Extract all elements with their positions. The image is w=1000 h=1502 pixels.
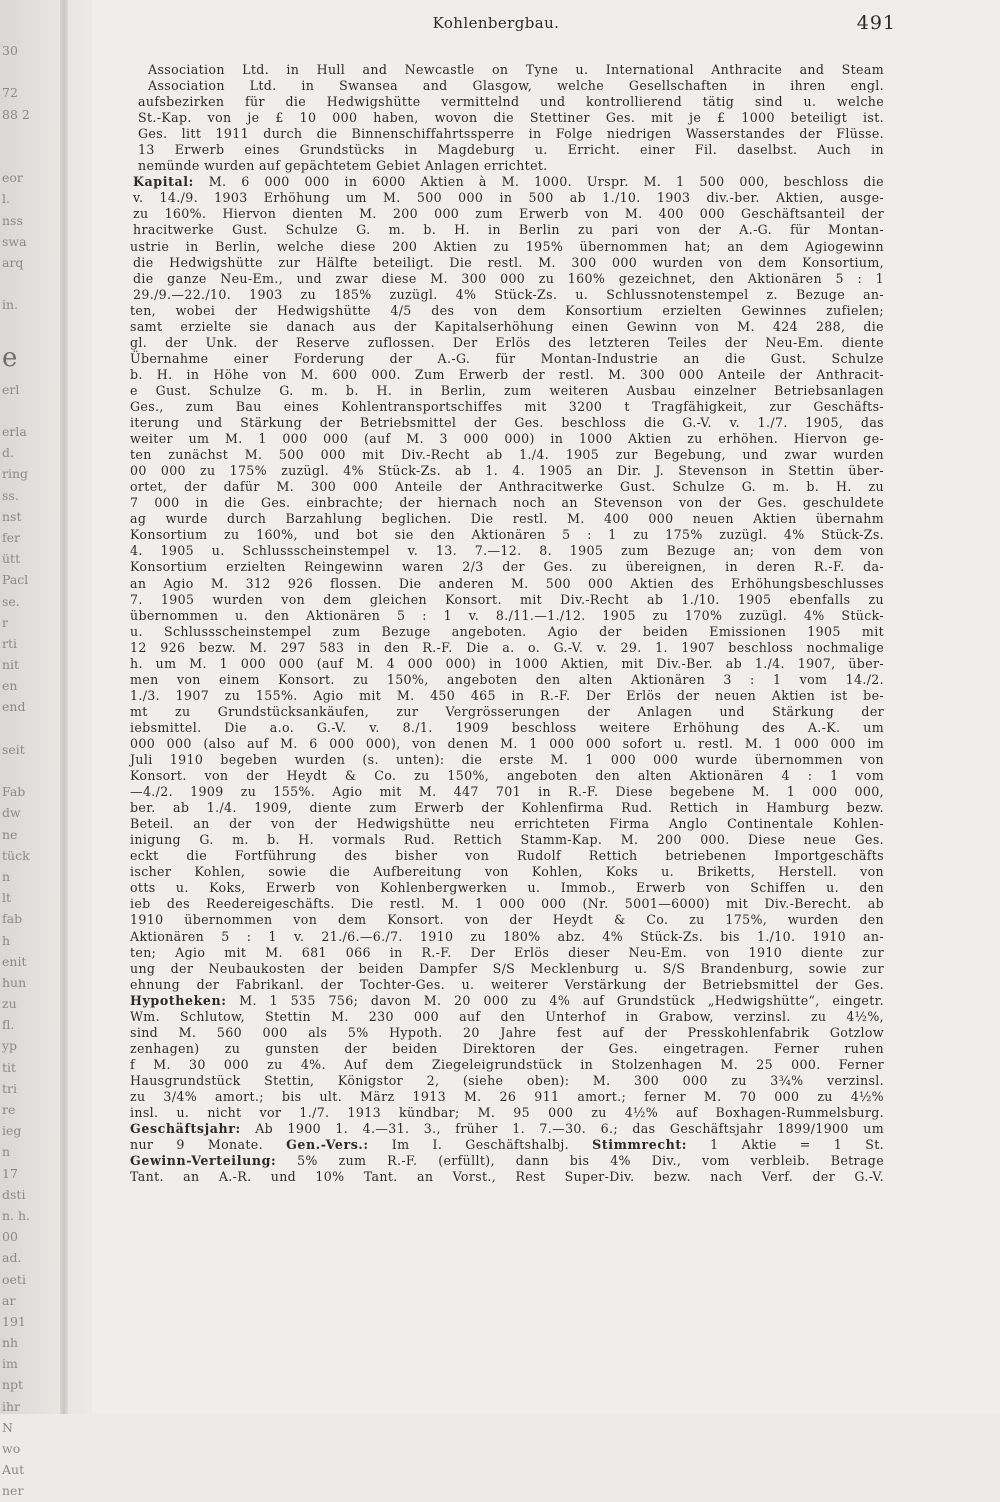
- facing-page-line: wo: [2, 1441, 21, 1456]
- facing-page-line: n. h.: [2, 1207, 31, 1223]
- facing-page-line: en: [2, 678, 18, 694]
- text-line: insl. u. nicht vor 1./7. 1913 kündbar; M. 95 000 zu 4½% auf Boxhagen-Rummelsburg.: [130, 1105, 884, 1121]
- text-line: Hypotheken: M. 1 535 756; davon M. 20 000 zu 4% auf Grundstück „Hedwigshütte“, eingetr.: [130, 992, 884, 1008]
- facing-page-line: zu: [2, 996, 17, 1012]
- facing-page-line: 191: [2, 1313, 26, 1329]
- text-line: iterung und Stärkung der Betriebsmittel der Ges. beschloss die G.-V. v. 1./7. 1905, das: [130, 415, 884, 431]
- text-line: Ges., zum Bau eines Kohlentransportschiffes mit 3200 t Tragfähigkeit, zur Geschäfts-: [130, 398, 884, 414]
- facing-page-line: N: [2, 1419, 13, 1435]
- text-line: ieb des Reedereigeschäfts. Die restl. M. 1 000 000 (Nr. 5001—6000) mit Div.-Berecht. ab: [130, 896, 884, 912]
- facing-page-line: erl: [2, 381, 20, 397]
- text-line: v. 14./9. 1903 Erhöhung um M. 500 000 in 500 ab 1./10. 1903 div.-ber. Aktien, ausge-: [133, 190, 884, 206]
- facing-page-line: hun: [2, 974, 27, 990]
- facing-page-line: [2, 273, 60, 294]
- text-line: die ganze Neu-Em., und zwar diese M. 300 000 zu 160% gezeichnet, den Aktionären 5 : 1: [133, 270, 884, 286]
- text-line: Beteil. an der von der Hedwigshütte neu errichteten Firma Anglo Continentale Kohlen-: [130, 816, 884, 832]
- section-heading: Hypotheken:: [130, 992, 227, 1008]
- facing-page-line: lt: [2, 890, 12, 906]
- text-line: zu 3/4% amort.; bis ult. März 1913 M. 26 911 amort.; ferner M. 70 000 zu 4½%: [130, 1089, 884, 1104]
- facing-page-line: 88 2: [2, 106, 30, 122]
- page-number: 491: [856, 12, 896, 34]
- facing-page-line: se.: [2, 593, 20, 609]
- facing-page-line: Fab: [2, 784, 26, 800]
- facing-page-line: [2, 146, 60, 167]
- facing-page-line: ar: [2, 1292, 16, 1308]
- text-line: Tant. an A.-R. und 10% Tant. an Vorst., Rest Super-Div. bezw. nach Verf. der G.-V.: [130, 1169, 884, 1185]
- book-spine-shadow: [60, 0, 68, 1414]
- text-line: ehnung der Fabrikanl. der Tochter-Ges. u. weiterer Verstärkung der Betriebsmittel der Ges.: [130, 976, 884, 992]
- text-line: sind M. 560 000 als 5% Hypoth. 20 Jahre fest auf der Presskohlenfabrik Gotzlow: [130, 1024, 884, 1040]
- facing-page-line: arq: [2, 254, 24, 270]
- text-line: Konsortium erzielten Reingewinn waren 2/3 der Ges. zu übereignen, in deren R.-F. da-: [130, 559, 884, 575]
- text-line: Übernahme einer Forderung der A.-G. für Montan-Industrie an die Gust. Schulze: [130, 350, 884, 366]
- facing-page-line: 72: [2, 85, 18, 101]
- facing-page-line: eor: [2, 170, 23, 186]
- text-line: 1./3. 1907 zu 155%. Agio mit M. 450 465 in R.-F. Der Erlös der neuen Aktien ist be-: [130, 687, 884, 703]
- facing-page-line: [2, 718, 60, 739]
- text-line: b. H. in Höhe von M. 600 000. Zum Erwerb der restl. M. 300 000 Anteile der Anthracit-: [130, 366, 884, 382]
- facing-page-line: n: [2, 1144, 11, 1160]
- facing-page-line: dw: [2, 805, 21, 821]
- facing-page-line: ütt: [2, 551, 21, 567]
- text-line: mt zu Grundstücksankäufen, zur Vergrösserungen der Anlagen und Stärkung der: [130, 703, 884, 719]
- text-line: ung der Neubaukosten der beiden Dampfer S/S Mecklenburg u. S/S Brandenburg, sowie zur: [130, 960, 884, 976]
- text-line: otts u. Koks, Erwerb von Kohlenbergwerken u. Immob., Erwerb von Schiffen u. den: [130, 880, 884, 896]
- text-line: 13 Erwerb eines Grundstücks in Magdeburg u. Erricht. einer Fil. daselbst. Auch in: [138, 142, 884, 158]
- section-heading: Stimmrecht:: [592, 1137, 688, 1153]
- text-line: nur 9 Monate. Gen.-Vers.: Im I. Geschäftshalbj. Stimmrecht: 1 Aktie = 1 St.: [130, 1137, 884, 1153]
- text-line: Juli 1910 begeben wurden (s. unten): die erste M. 1 000 000 wurde übernommen von: [130, 752, 884, 768]
- facing-page-line: erla: [2, 424, 27, 439]
- facing-page-line: ad.: [2, 1250, 22, 1266]
- text-line: 7 000 in die Ges. einbrachte; der hiernach noch an Stevenson von der Ges. geschuldete: [130, 495, 884, 511]
- text-line: Kapital: M. 6 000 000 in 6000 Aktien à M. 1000. Urspr. M. 1 500 000, beschloss die: [133, 174, 884, 190]
- text-line: aufsbezirken für die Hedwigshütte vermittelnd und kontrollierend tätig sind u. welche: [138, 94, 884, 110]
- text-line: zenhagen) zu gunsten der beiden Direktoren der Ges. eingetragen. Ferner ruhen: [130, 1040, 884, 1056]
- text-line: ischer Kohlen, sowie die Aufbereitung von Kohlen, Koks u. Briketts, Herstell. von: [130, 864, 884, 880]
- text-line: 4. 1905 u. Schlussscheinstempel v. 13. 7.—12. 8. 1905 zum Bezuge an; von dem von: [130, 543, 884, 559]
- facing-page-line: ieg: [2, 1123, 22, 1139]
- facing-page-line: h: [2, 932, 11, 948]
- facing-page-line: [2, 61, 60, 82]
- text-line: gl. der Unk. der Reserve zuflossen. Der Erlös des letzteren Teiles der Neu-Em. diente: [130, 334, 884, 350]
- text-line: Geschäftsjahr: Ab 1900 1. 4.—31. 3., früher 1. 7.—30. 6.; das Geschäftsjahr 1899/1900 um: [130, 1121, 884, 1137]
- text-line: Association Ltd. in Swansea and Glasgow, welche Gesellschaften in ihren engl.: [148, 78, 884, 94]
- facing-page-line: fl.: [2, 1017, 15, 1033]
- facing-page-line: [2, 400, 60, 421]
- facing-page-line: npt: [2, 1377, 24, 1393]
- text-line: samt erzielte sie danach aus der Kapitalserhöhung einen Gewinn von M. 424 288, die: [130, 318, 884, 334]
- text-line: St.-Kap. von je £ 10 000 haben, wovon die Stettiner Ges. mit je £ 1000 beteiligt ist.: [138, 110, 884, 126]
- text-line: Gewinn-Verteilung: 5% zum R.-F. (erfüllt), dann bis 4% Div., vom verbleib. Betrage: [130, 1153, 884, 1169]
- text-line: Konsortium zu 160%, und bot sie den Aktionären 5 : 1 zu 175% zuzügl. 4% Stück-Zs.: [130, 527, 884, 543]
- facing-page-line: tück: [2, 847, 30, 863]
- facing-page-line: ss.: [2, 487, 19, 503]
- left-page-margin: [0, 0, 92, 1499]
- text-line: u. Schlussscheinstempel zum Bezuge angeboten. Agio der beiden Emissionen 1905 mit: [130, 623, 884, 639]
- facing-page-line: fab: [2, 911, 23, 927]
- text-line: —4./2. 1909 zu 155%. Agio mit M. 447 701 in R.-F. Diese begebene M. 1 000 000,: [130, 784, 884, 800]
- text-line: zu 160%. Hiervon dienten M. 200 000 zum Erwerb von M. 400 000 Geschäftsanteil der: [133, 206, 884, 222]
- facing-page-line: [2, 760, 60, 781]
- text-line: iebsmittel. Die a.o. G.-V. v. 8./1. 1909 beschloss weitere Erhöhung des A.-K. um: [130, 719, 884, 735]
- text-line: Konsort. von der Heydt & Co. zu 150%, angeboten den alten Aktionären 4 : 1 vom: [130, 768, 884, 784]
- facing-page-line: r: [2, 614, 8, 630]
- facing-page-line: 30: [2, 43, 18, 58]
- section-heading: Geschäftsjahr:: [130, 1121, 241, 1137]
- text-line: f M. 30 000 zu 4%. Auf dem Ziegeleigrundstück in Stolzenhagen M. 25 000. Ferner: [130, 1056, 884, 1072]
- text-line: ustrie in Berlin, welche diese 200 Aktien zu 195% übernommen hat; an dem Agiogewinn: [130, 238, 884, 254]
- text-line: 1910 übernommen von dem Konsort. von der Heydt & Co. zu 175%, wurden den: [130, 912, 884, 928]
- article-body: [118, 62, 884, 1185]
- facing-page-line: tri: [2, 1080, 17, 1096]
- text-line: h. um M. 1 000 000 (auf M. 4 000 000) in 1000 Aktien, mit Div.-Ber. ab 1./4. 1907, über-: [130, 655, 884, 671]
- text-line: ber. ab 1./4. 1909, diente zum Erwerb der Kohlenfirma Rud. Rettich in Hamburg bezw.: [130, 800, 884, 816]
- facing-page-line: dsti: [2, 1186, 26, 1202]
- text-line: an Agio M. 312 926 flossen. Die anderen M. 500 000 Aktien des Erhöhungsbeschlusses: [130, 575, 884, 591]
- text-line: weiter um M. 1 000 000 (auf M. 3 000 000) in 1000 Aktien zu erhöhen. Hiervon ge-: [130, 431, 884, 447]
- facing-page-line: oeti: [2, 1271, 26, 1287]
- facing-page-line: l.: [2, 191, 10, 207]
- facing-page-line: fer: [2, 529, 20, 545]
- facing-page-fragment: [2, 40, 60, 1502]
- text-line: Ges. litt 1911 durch die Binnenschiffahrtssperre in Folge niedrigen Wasserstandes der Flüsse.: [138, 126, 884, 142]
- running-title: Kohlenbergbau.: [432, 14, 560, 32]
- text-line: eckt die Fortführung des bisher von Rudolf Rettich betriebenen Importgeschäfts: [130, 848, 884, 864]
- facing-page-line: Pacl: [2, 572, 29, 588]
- text-line: men von einem Konsort. zu 150%, angeboten den alten Aktionären 3 : 1 vom 14./2.: [130, 671, 884, 687]
- text-line: 29./9.—22./10. 1903 zu 185% zuzügl. 4% Stück-Zs. u. Schlussnotenstempel z. Bezuge an-: [133, 286, 884, 302]
- text-line: 00 000 zu 175% zuzügl. 4% Stück-Zs. ab 1. 4. 1905 an Dir. J. Stevenson in Stettin über-: [130, 463, 884, 479]
- facing-page-line: swa: [2, 233, 27, 249]
- facing-page-line: nit: [2, 657, 20, 673]
- facing-page-line: ne: [2, 826, 18, 842]
- facing-page-line: yp: [2, 1038, 18, 1054]
- facing-page-line: d.: [2, 445, 14, 461]
- text-line: übernommen u. den Aktionären 5 : 1 v. 8./11.—1./12. 1905 zu 170% zuzügl. 4% Stück-: [130, 607, 884, 623]
- text-line: Aktionären 5 : 1 v. 21./6.—6./7. 1910 zu 180% abz. 4% Stück-Zs. bis 1./10. 1910 an-: [130, 928, 884, 944]
- section-heading: Gen.-Vers.:: [286, 1137, 369, 1153]
- section-heading: Gewinn-Verteilung:: [130, 1153, 277, 1169]
- facing-page-line: ring: [2, 466, 29, 482]
- facing-page-line: ihr: [2, 1398, 21, 1414]
- text-line: nemünde wurden auf gepächtetem Gebiet Anlagen errichtet.: [138, 158, 548, 174]
- facing-page-line: n: [2, 868, 11, 884]
- text-line: ag wurde durch Barzahlung beglichen. Die restl. M. 400 000 neuen Aktien übernahm: [130, 511, 884, 527]
- text-line: 7. 1905 wurden von dem gleichen Konsort. mit Div.-Recht ab 1./10. 1905 ebenfalls zu: [130, 591, 884, 607]
- facing-page-line: 00: [2, 1229, 18, 1245]
- facing-page-line: ner: [2, 1483, 24, 1499]
- facing-page-line: enit: [2, 953, 27, 969]
- facing-page-line: e: [2, 342, 18, 373]
- text-line: Association Ltd. in Hull and Newcastle on Tyne u. International Anthracite and Steam: [148, 62, 884, 77]
- facing-page-line: nst: [2, 508, 22, 524]
- text-line: ten, wobei der Hedwigshütte 4/5 des von dem Konsortium erzielten Gewinnes zufielen;: [130, 302, 884, 318]
- facing-page-line: nss: [2, 212, 23, 228]
- facing-page-line: im: [2, 1356, 18, 1372]
- facing-page-line: re: [2, 1102, 16, 1117]
- facing-page-line: 17: [2, 1165, 18, 1181]
- text-line: Hausgrundstück Stettin, Königstor 2, (siehe oben): M. 300 000 zu 3¾% verzinsl.: [130, 1072, 884, 1088]
- running-header: [96, 12, 896, 42]
- text-line: ortet, der dafür M. 300 000 Anteile der Anthracitwerke Gust. Schulze G. m. b. H. zu: [130, 479, 884, 495]
- text-line: 12 926 bezw. M. 297 583 in den R.-F. Die a. o. G.-V. v. 29. 1. 1907 beschloss nochmalige: [130, 639, 884, 655]
- text-line: die Hedwigshütte zur Hälfte beteiligt. Die restl. M. 300 000 wurden von dem Konsortium,: [133, 254, 884, 270]
- facing-page-line: end: [2, 699, 26, 715]
- text-line: e Gust. Schulze G. m. b. H. in Berlin, zum weiteren Ausbau einzelner Betriebsanlagen: [130, 382, 884, 398]
- text-line: ten; Agio mit M. 681 066 in R.-F. Der Erlös dieser Neu-Em. von 1910 diente zur: [130, 944, 884, 960]
- text-line: Wm. Schlutow, Stettin M. 230 000 auf den Unterhof in Grabow, verzinsl. zu 4½%,: [130, 1008, 884, 1024]
- text-line: 000 000 (also auf M. 6 000 000), von denen M. 1 000 000 sofort u. restl. M. 1 000 000 im: [130, 735, 884, 751]
- text-line: inigung G. m. b. H. vormals Rud. Rettich Stamm-Kap. M. 200 000. Diese neue Ges.: [130, 832, 884, 848]
- facing-page-line: Aut: [2, 1462, 25, 1478]
- facing-page-line: in.: [2, 297, 19, 313]
- text-line: ten zunächst M. 500 000 mit Div.-Recht ab 1./4. 1905 zur Begebung, und zwar wurden: [130, 447, 884, 463]
- section-heading: Kapital:: [133, 174, 194, 190]
- facing-page-line: tit: [2, 1059, 17, 1075]
- facing-page-line: rti: [2, 635, 17, 651]
- facing-page-line: nh: [2, 1335, 19, 1351]
- text-line: hracitwerke Gust. Schulze G. m. b. H. in Berlin zu pari von der A.-G. für Montan-: [133, 222, 884, 238]
- facing-page-line: [2, 315, 60, 336]
- facing-page-line: [2, 125, 60, 146]
- facing-page-line: seit: [2, 741, 25, 757]
